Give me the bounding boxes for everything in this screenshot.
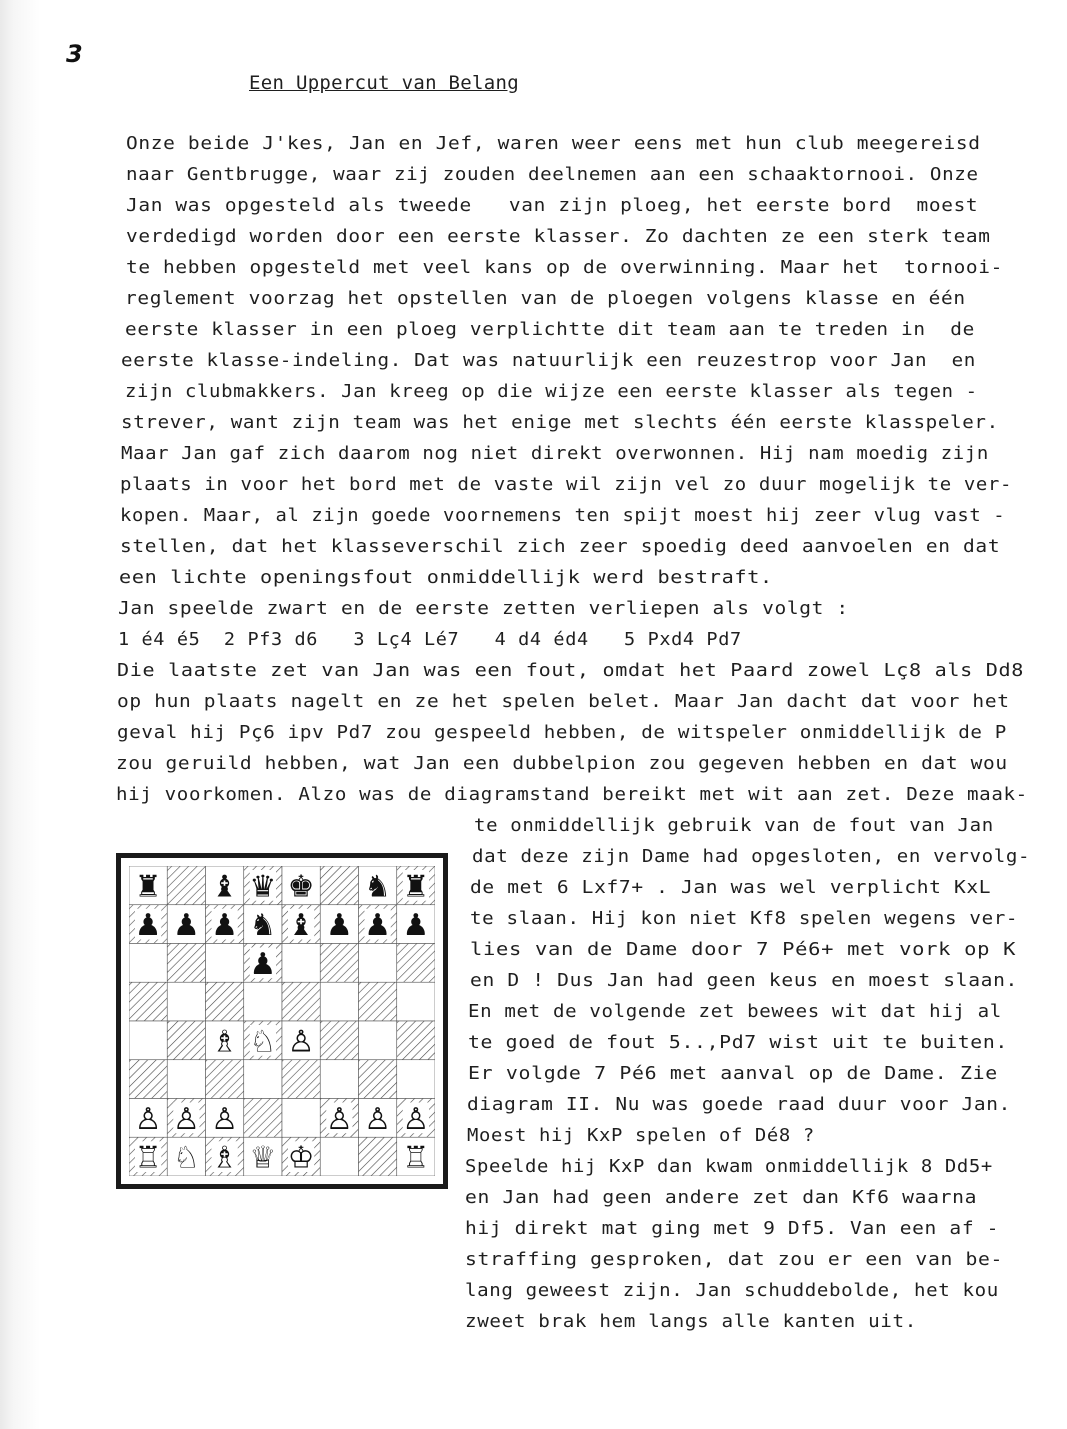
chess-piece-d6: ♟	[249, 946, 277, 982]
text-line: diagram II. Nu was goede raad duur voor Jan.	[467, 1094, 1011, 1115]
chess-piece-h7: ♟	[402, 908, 430, 944]
text-line: te hebben opgesteld met veel kans op de overwinning. Maar het tornooi-	[126, 257, 1003, 278]
text-line: zijn clubmakkers. Jan kreeg op die wijze een eerste klasser als tegen -	[125, 381, 978, 402]
chess-piece-b1: ♘	[172, 1140, 200, 1176]
scan-edge-shadow	[0, 0, 40, 1429]
board-square-c3	[206, 1060, 244, 1099]
board-square-a5	[129, 982, 167, 1021]
board-square-e5	[282, 982, 320, 1021]
text-line: Er volgde 7 Pé6 met aanval op de Dame. Zie	[468, 1063, 998, 1084]
chess-diagram	[116, 853, 448, 1189]
chess-piece-e1: ♔	[287, 1140, 315, 1176]
chess-piece-d4: ♘	[249, 1024, 277, 1060]
text-line: eerste klasser in een ploeg verplichtte dit team aan te treden in de	[125, 319, 975, 340]
text-line: Die laatste zet van Jan was een fout, omdat het Paard zowel Lç8 als Dd8	[117, 660, 1025, 681]
board-square-f8	[320, 866, 358, 905]
board-square-b4	[167, 1021, 205, 1060]
board-square-g4	[359, 1021, 397, 1060]
board-square-h6	[397, 944, 435, 983]
board-square-c6	[206, 944, 244, 983]
text-line: reglement voorzag het opstellen van de ploegen volgens klasse en één	[125, 288, 966, 309]
text-line: En met de volgende zet bewees wit dat hij al	[468, 1001, 1002, 1022]
board-square-f5	[320, 982, 358, 1021]
text-line: Moest hij KxP spelen of Dé8 ?	[467, 1125, 815, 1146]
chess-piece-g7: ♟	[364, 908, 392, 944]
text-line: en D ! Dus Jan had geen keus en moest slaan.	[470, 970, 1019, 991]
board-square-f4	[320, 1021, 358, 1060]
text-line: op hun plaats nagelt en ze het spelen belet. Maar Jan dacht dat voor het	[117, 691, 1010, 712]
chess-piece-e4: ♙	[287, 1024, 315, 1060]
text-line: hij direkt mat ging met 9 Df5. Van een af -	[465, 1218, 1000, 1239]
board-square-g5	[359, 982, 397, 1021]
text-line: stellen, dat het klasseverschil zich zeer spoedig deed aanvoelen en dat	[120, 536, 1001, 557]
text-line: te slaan. Hij kon niet Kf8 spelen wegens ver-	[470, 908, 1019, 929]
text-line: kopen. Maar, al zijn goede voornemens ten spijt moest hij zeer vlug vast -	[120, 505, 1006, 526]
board-square-a3	[129, 1060, 167, 1099]
text-line: naar Gentbrugge, waar zij zouden deelnemen aan een schaaktornooi. Onze	[126, 164, 979, 185]
chess-piece-d1: ♕	[249, 1140, 277, 1176]
chess-piece-h2: ♙	[402, 1101, 430, 1137]
board-square-e3	[282, 1060, 320, 1099]
text-line: en Jan had geen andere zet dan Kf6 waarna	[465, 1187, 978, 1208]
board-square-b5	[167, 982, 205, 1021]
text-line: zweet brak hem langs alle kanten uit.	[465, 1311, 917, 1332]
board-square-e6	[282, 944, 320, 983]
board-square-h4	[397, 1021, 435, 1060]
text-line: plaats in voor het bord met de vaste wil zijn vel zo duur mogelijk te ver-	[120, 474, 1013, 495]
text-line: eerste klasse-indeling. Dat was natuurlijk een reuzestrop voor Jan en	[121, 350, 977, 371]
chess-piece-c8: ♝	[211, 869, 239, 905]
text-line: lang geweest zijn. Jan schuddebolde, het kou	[465, 1280, 999, 1301]
board-square-d3	[244, 1060, 282, 1099]
board-square-b3	[167, 1060, 205, 1099]
board-square-g3	[359, 1060, 397, 1099]
text-line: de met 6 Lxf7+ . Jan was wel verplicht KxL	[470, 877, 992, 898]
chess-piece-h1: ♖	[402, 1140, 430, 1176]
text-line: dat deze zijn Dame had opgesloten, en vervolg-	[472, 846, 1031, 867]
board-square-e2	[282, 1099, 320, 1138]
board-square-h3	[397, 1060, 435, 1099]
chess-piece-d7: ♞	[249, 908, 277, 944]
text-line: 1 é4 é5 2 Pf3 d6 3 Lç4 Lé7 4 d4 éd4 5 Pxd4 Pd7	[118, 629, 742, 650]
chess-piece-f2: ♙	[325, 1101, 353, 1137]
chess-piece-h8: ♜	[402, 869, 430, 905]
chess-piece-c2: ♙	[211, 1101, 239, 1137]
chess-piece-a8: ♜	[134, 869, 162, 905]
text-line: Jan speelde zwart en de eerste zetten verliepen als volgt :	[118, 598, 849, 619]
chess-piece-a7: ♟	[134, 908, 162, 944]
page-number: 3	[66, 40, 83, 68]
board-square-f3	[320, 1060, 358, 1099]
chess-piece-d8: ♛	[249, 869, 277, 905]
board-square-a6	[129, 944, 167, 983]
chess-piece-c1: ♗	[211, 1140, 239, 1176]
chess-piece-g8: ♞	[364, 869, 392, 905]
board-square-f1	[320, 1137, 358, 1176]
text-line: Onze beide J'kes, Jan en Jef, waren weer eens met hun club meegereisd	[126, 133, 981, 154]
chess-board	[129, 866, 435, 1176]
text-line: strever, want zijn team was het enige met slechts één eerste klasspeler.	[121, 412, 999, 433]
text-line: straffing gesproken, dat zou er een van be-	[465, 1249, 1004, 1270]
chess-piece-e7: ♝	[287, 908, 315, 944]
board-square-g1	[359, 1137, 397, 1176]
text-line: hij voorkomen. Alzo was de diagramstand bereikt met wit aan zet. Deze maak-	[116, 784, 1028, 805]
chess-piece-c7: ♟	[211, 908, 239, 944]
board-square-c5	[206, 982, 244, 1021]
text-line: verdedigd worden door een eerste klasser. Zo dachten ze een sterk team	[126, 226, 991, 247]
board-square-h5	[397, 982, 435, 1021]
text-line: een lichte openingsfout onmiddellijk werd bestraft.	[119, 567, 773, 588]
text-line: zou geruild hebben, wat Jan een dubbelpion zou gegeven hebben en dat wou	[116, 753, 1008, 774]
chess-piece-g2: ♙	[364, 1101, 392, 1137]
text-line: te goed de fout 5..,Pd7 wist uit te buiten.	[468, 1032, 1008, 1053]
text-line: Maar Jan gaf zich daarom nog niet direkt overwonnen. Hij nam moedig zijn	[121, 443, 989, 464]
article-title: Een Uppercut van Belang	[249, 72, 519, 94]
chess-piece-b7: ♟	[172, 908, 200, 944]
board-square-g6	[359, 944, 397, 983]
board-square-d2	[244, 1099, 282, 1138]
text-line: Speelde hij KxP dan kwam onmiddellijk 8 Dd5+	[465, 1156, 993, 1177]
board-square-a4	[129, 1021, 167, 1060]
chess-piece-e8: ♚	[287, 869, 315, 905]
board-square-f6	[320, 944, 358, 983]
chess-piece-a1: ♖	[134, 1140, 162, 1176]
text-line: te onmiddellijk gebruik van de fout van Jan	[474, 815, 994, 836]
chess-piece-a2: ♙	[134, 1101, 162, 1137]
chess-piece-c4: ♗	[211, 1024, 239, 1060]
chess-piece-f7: ♟	[325, 908, 353, 944]
board-square-b6	[167, 944, 205, 983]
board-square-b8	[167, 866, 205, 905]
board-square-d5	[244, 982, 282, 1021]
text-line: lies van de Dame door 7 Pé6+ met vork op K	[470, 939, 1017, 960]
text-line: Jan was opgesteld als tweede van zijn ploeg, het eerste bord moest	[126, 195, 979, 216]
text-line: geval hij Pç6 ipv Pd7 zou gespeeld hebben, de witspeler onmiddellijk de P	[117, 722, 1008, 743]
chess-piece-b2: ♙	[172, 1101, 200, 1137]
